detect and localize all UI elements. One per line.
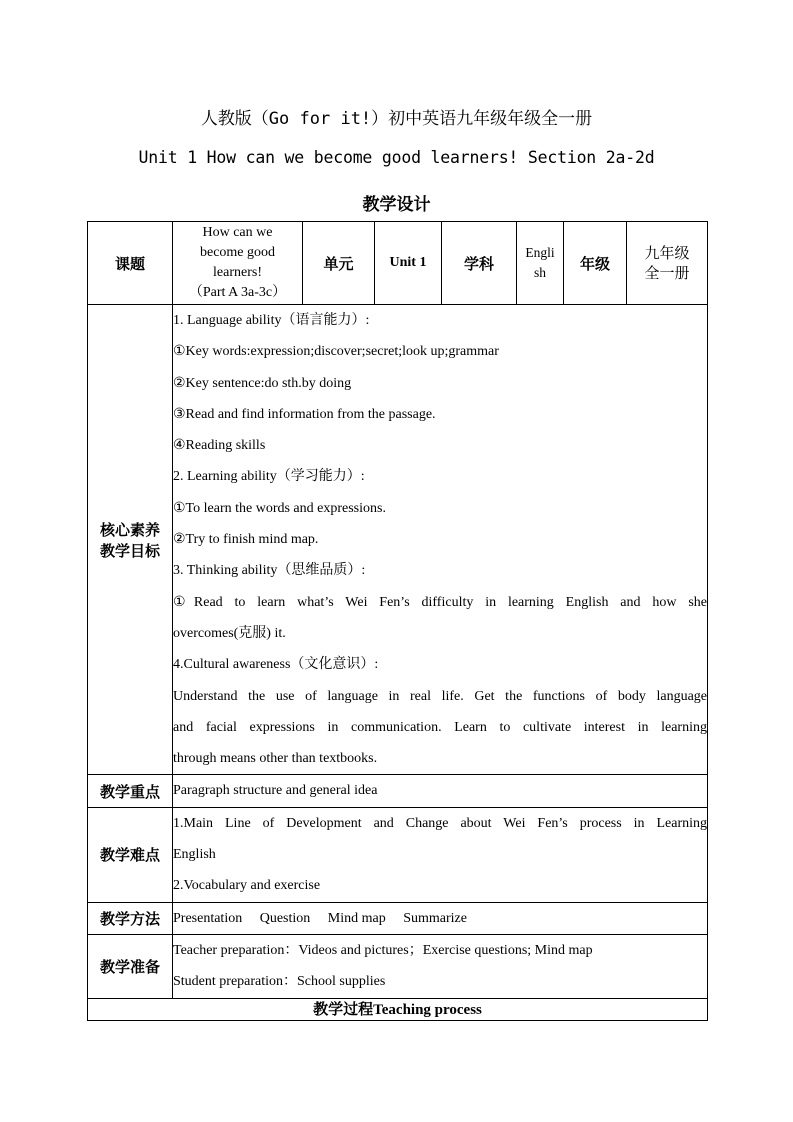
topic-label: 课题 [88, 222, 173, 305]
grade-line: 全一册 [644, 264, 690, 282]
process-row [88, 998, 708, 1020]
preparation-row [88, 935, 708, 999]
preparation-content [173, 935, 708, 999]
grade-label: 年级 [564, 222, 627, 305]
grade-value [627, 222, 708, 305]
process-label-en: Teaching process [373, 1001, 482, 1018]
difficulties-content [173, 807, 708, 902]
objectives-label [88, 305, 173, 775]
methods-content [173, 902, 708, 934]
objective-line: 2. Learning ability（学习能力）: [173, 469, 365, 485]
objectives-content [173, 305, 708, 775]
key-points-content [173, 775, 708, 807]
objective-line: ③Read and find information from the passage. [173, 406, 436, 422]
objective-line: ①Key words:expression;discover;secret;look up;grammar [173, 344, 499, 360]
document-title: 人教版（Go for it!）初中英语九年级年级全一册 [200, 109, 593, 129]
info-row [88, 222, 708, 305]
objective-line: ④Reading skills [173, 438, 266, 454]
objective-line: Understand the use of language in real life. Get the functions of body language [173, 688, 707, 704]
lesson-plan-table [87, 221, 708, 1021]
topic-line: How can we [202, 225, 273, 240]
difficulty-line: 1.Main Line of Development and Change about Wei Fen’s process in Learning [173, 815, 707, 831]
unit-value: Unit 1 [375, 222, 442, 305]
difficulties-label: 教学难点 [88, 807, 173, 902]
topic-line: become good [199, 245, 276, 260]
objective-line: overcomes(克服) it. [173, 625, 286, 641]
objective-line: 1. Language ability（语言能力）: [173, 313, 370, 328]
objective-line: through means other than textbooks. [173, 751, 378, 767]
key-points-value: Paragraph structure and general idea [173, 783, 378, 799]
methods-value: Presentation Question Mind map Summarize [173, 910, 467, 926]
topic-line: （Part A 3a-3c） [188, 285, 287, 300]
preparation-label: 教学准备 [88, 935, 173, 999]
topic-line: learners! [213, 265, 262, 280]
difficulty-line: English [173, 847, 216, 863]
key-points-row [88, 775, 708, 807]
unit-subtitle: Unit 1 How can we become good learners! Section 2a-2d [138, 148, 655, 167]
methods-label: 教学方法 [88, 902, 173, 934]
subject-line: Engli [525, 245, 555, 260]
objective-line: ①To learn the words and expressions. [173, 500, 386, 516]
objective-line: 3. Thinking ability（思维品质）: [173, 563, 366, 579]
objective-line: and facial expressions in communication. Learn to cultivate interest in learning [173, 719, 707, 735]
unit-label: 单元 [303, 222, 375, 305]
preparation-line: Student preparation：School supplies [173, 974, 386, 990]
objectives-label-line: 教学目标 [99, 541, 160, 560]
process-label-zh: 教学过程 [313, 999, 374, 1018]
objective-line: ②Key sentence:do sth.by doing [173, 375, 352, 391]
key-points-label: 教学重点 [88, 775, 173, 807]
objectives-label-line: 核心素养 [99, 520, 160, 539]
methods-row [88, 902, 708, 934]
design-heading: 教学设计 [362, 195, 431, 215]
subject-value [517, 222, 564, 305]
subject-line: sh [533, 265, 546, 280]
objective-line: 4.Cultural awareness（文化意识）: [173, 657, 379, 673]
subject-label: 学科 [442, 222, 517, 305]
topic-value [173, 222, 303, 305]
difficulty-line: 2.Vocabulary and exercise [173, 878, 321, 894]
objectives-row [88, 305, 708, 775]
process-heading [88, 998, 708, 1020]
difficulties-row [88, 807, 708, 902]
preparation-line: Teacher preparation：Videos and pictures；Exercise questions; Mind map [173, 943, 593, 959]
grade-line: 九年级 [644, 244, 690, 262]
objective-line: ②Try to finish mind map. [173, 532, 319, 548]
objective-line: ①Read to learn what’s Wei Fen’s difficulty in learning English and how she [173, 594, 707, 610]
